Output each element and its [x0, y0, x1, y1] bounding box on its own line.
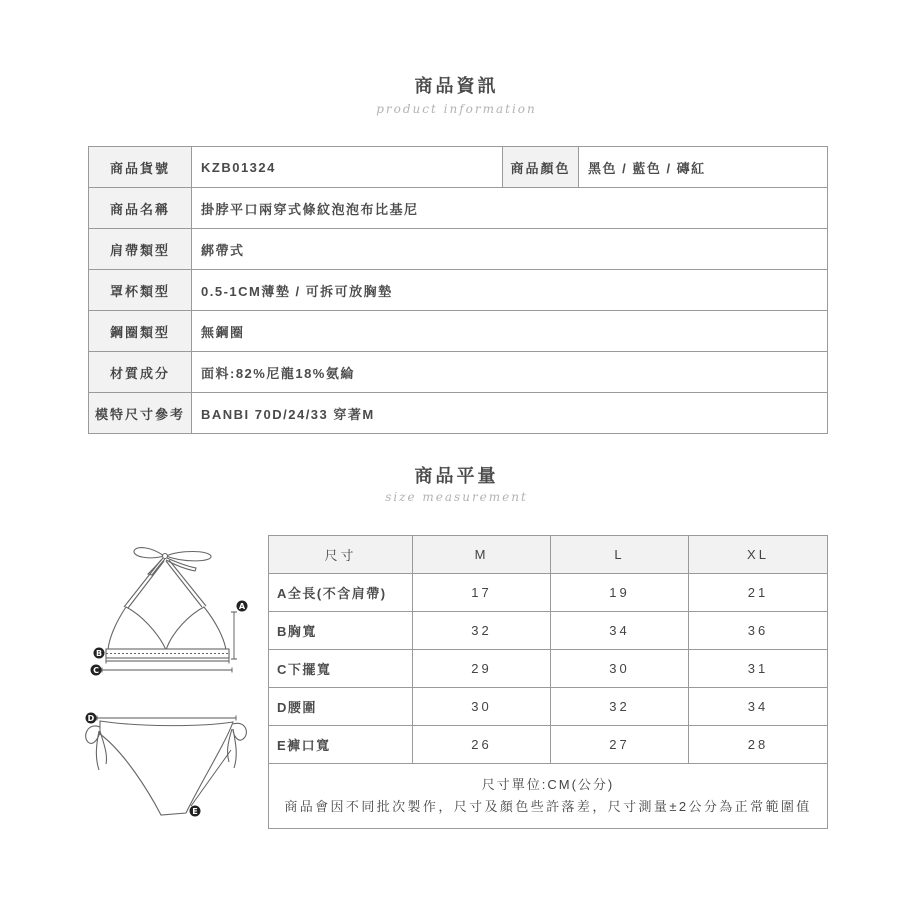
product-info-table — [88, 146, 828, 434]
info-label: 商品名稱 — [89, 188, 192, 229]
info-value: 面料:82%尼龍18%氨綸 — [192, 352, 828, 393]
cell-m: 29 — [413, 650, 551, 688]
cell-xl: 36 — [689, 612, 828, 650]
row-label: A全長(不含肩帶) — [269, 574, 413, 612]
label-e: E — [192, 807, 198, 816]
size-diagram — [78, 540, 258, 830]
cell-xl: 34 — [689, 688, 828, 726]
header-xl: XL — [689, 536, 828, 574]
info-label: 肩帶類型 — [89, 229, 192, 270]
bottom-body — [100, 721, 233, 815]
info-value: BANBI 70D/24/33 穿著M — [192, 393, 828, 434]
info-value: 掛脖平口兩穿式條紋泡泡布比基尼 — [192, 188, 828, 229]
info-value: 黑色 / 藍色 / 磚紅 — [579, 147, 828, 188]
dimension-d-line — [97, 716, 236, 721]
info-label: 商品貨號 — [89, 147, 192, 188]
bikini-top-illustration — [106, 548, 229, 658]
unit-note: 尺寸單位:CM(公分) — [481, 777, 615, 792]
header-l: L — [551, 536, 689, 574]
info-label: 罩杯類型 — [89, 270, 192, 311]
cell-m: 26 — [413, 726, 551, 764]
row-label: B胸寬 — [269, 612, 413, 650]
cell-l: 27 — [551, 726, 689, 764]
right-side-tie — [228, 723, 247, 768]
table-row — [269, 688, 828, 726]
info-label: 模特尺寸參考 — [89, 393, 192, 434]
info-label: 商品顏色 — [503, 147, 579, 188]
info-row-model — [89, 393, 828, 434]
table-row — [269, 650, 828, 688]
size-section-title: 商品平量 — [414, 466, 499, 486]
header-m: M — [413, 536, 551, 574]
dimension-c-line — [102, 668, 232, 673]
cell-m: 30 — [413, 688, 551, 726]
cell-m: 17 — [413, 574, 551, 612]
size-section-subtitle: size measurement — [385, 490, 528, 504]
info-row-name — [89, 188, 828, 229]
label-a: A — [238, 602, 246, 611]
bow-right-loop — [166, 552, 211, 561]
size-header-row — [269, 536, 828, 574]
size-footer-cell — [269, 764, 828, 829]
label-c: C — [93, 666, 99, 675]
right-strap — [166, 560, 206, 607]
info-row-underwire — [89, 311, 828, 352]
tolerance-disclaimer: 商品會因不同批次製作，尺寸及顏色些許落差，尺寸測量±2公分為正常範圍值 — [284, 799, 812, 814]
table-row — [269, 726, 828, 764]
dimension-a-line — [231, 612, 237, 659]
cell-l: 30 — [551, 650, 689, 688]
cell-l: 19 — [551, 574, 689, 612]
cell-l: 34 — [551, 612, 689, 650]
label-d: D — [87, 714, 95, 723]
bow-left-loop — [134, 548, 164, 558]
cell-xl: 28 — [689, 726, 828, 764]
info-value: 0.5-1CM薄墊 / 可拆可放胸墊 — [192, 270, 828, 311]
table-row — [269, 612, 828, 650]
label-b: B — [95, 649, 103, 658]
size-footer-row — [269, 764, 828, 829]
bikini-bottom-illustration — [86, 721, 247, 815]
cell-xl: 21 — [689, 574, 828, 612]
cell-xl: 31 — [689, 650, 828, 688]
table-row — [269, 574, 828, 612]
cell-m: 32 — [413, 612, 551, 650]
cell-l: 32 — [551, 688, 689, 726]
info-row-material — [89, 352, 828, 393]
info-section-title: 商品資訊 — [414, 76, 499, 96]
info-row-cup — [89, 270, 828, 311]
info-section-subtitle: product information — [376, 102, 537, 116]
bow-knot — [163, 554, 168, 559]
info-row-strap — [89, 229, 828, 270]
info-value: 綁帶式 — [192, 229, 828, 270]
info-row-sku — [89, 147, 828, 188]
row-label: D腰圍 — [269, 688, 413, 726]
header-size: 尺寸 — [269, 536, 413, 574]
info-label: 材質成分 — [89, 352, 192, 393]
row-label: C下擺寬 — [269, 650, 413, 688]
row-label: E褲口寬 — [269, 726, 413, 764]
info-label: 鋼圈類型 — [89, 311, 192, 352]
left-cup — [108, 607, 166, 650]
info-value: KZB01324 — [192, 147, 503, 188]
right-cup — [166, 607, 226, 650]
dimension-b-line — [106, 659, 229, 664]
size-measurement-table — [268, 535, 828, 829]
info-value: 無鋼圈 — [192, 311, 828, 352]
